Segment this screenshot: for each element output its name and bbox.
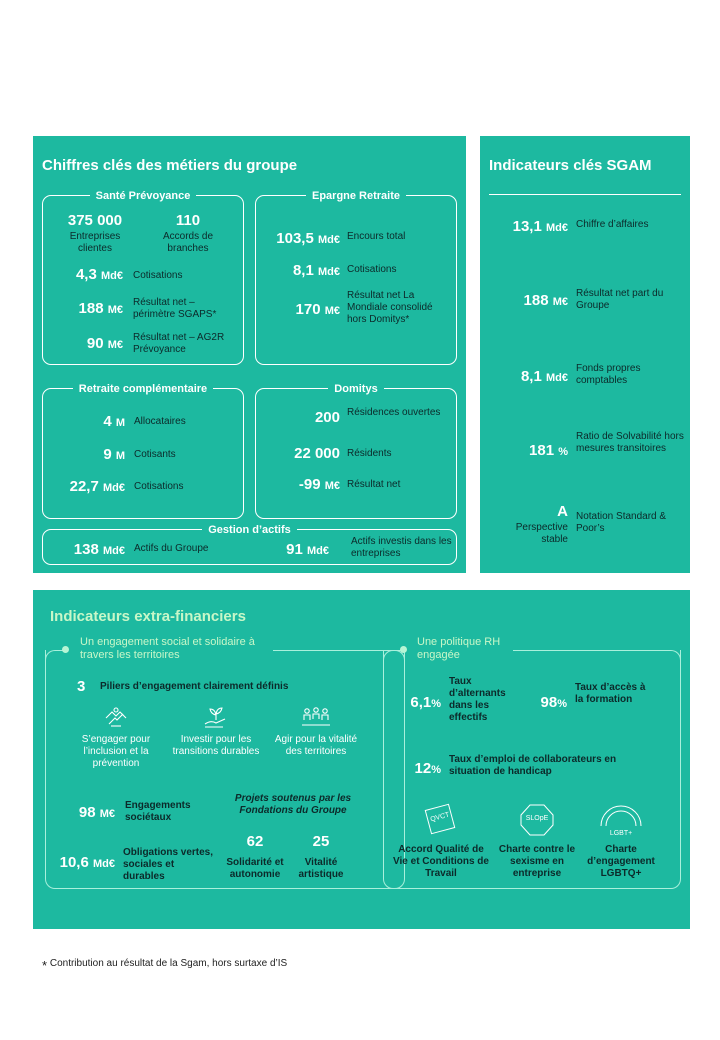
fonds-propres-value: 8,1 Md€ — [520, 368, 568, 385]
entreprises-label: Entreprises clientes — [69, 231, 121, 254]
social-box-top-left — [45, 650, 66, 671]
formation-label: Taux d’accès à la formation — [575, 682, 646, 705]
projets-title: Projets soutenus par les Fondations du Groupe — [234, 793, 352, 816]
solvabilite-value: 181 % — [529, 442, 568, 459]
lgbt-label: Charte d’engagement LGBTQ+ — [587, 844, 655, 879]
solvabilite-label: Ratio de Solvabilité hors mesures transitoires — [576, 431, 684, 454]
rating-value: A — [557, 503, 568, 520]
retraite-label: Retraite complémentaire — [73, 383, 213, 395]
retraite-cotisations-value: 22,7 Md€ — [69, 478, 125, 495]
retraite-box — [42, 383, 244, 519]
ag2r-resultat-label: Résultat net – AG2R Prévoyance — [133, 332, 225, 355]
rating-label: Notation Standard & Poor’s — [576, 511, 667, 534]
residences-label: Résidences ouvertes — [347, 407, 441, 418]
metiers-panel — [33, 136, 466, 573]
lgbt-badge-text: LGBT+ — [609, 830, 633, 837]
rn-groupe-value: 188 M€ — [523, 292, 568, 309]
actifs-investis-value: 91 Md€ — [286, 541, 329, 558]
epargne-label: Epargne Retraite — [306, 190, 406, 202]
obligations-value: 10,6 Md€ — [59, 854, 115, 871]
actifs-investis-label: Actifs investis dans les entreprises — [351, 536, 452, 559]
solidarite-value: 62 — [246, 833, 264, 850]
allocataires-value: 4 M — [103, 413, 125, 430]
residences-value: 200 — [314, 409, 340, 426]
slope-badge-text: SLOpE — [525, 815, 549, 822]
qvct-badge-text: QVCT — [429, 811, 451, 824]
sante-label: Santé Prévoyance — [90, 190, 197, 202]
rn-groupe-label: Résultat net part du Groupe — [576, 288, 664, 311]
engagements-value: 98 M€ — [78, 804, 115, 821]
rating-sub: Perspective stable — [515, 522, 568, 545]
extra-panel — [33, 590, 690, 929]
social-dot — [62, 646, 69, 653]
sante-cotisations-value: 4,3 Md€ — [75, 266, 123, 283]
ag2r-resultat-value: 90 M€ — [86, 335, 123, 352]
pillar-3-label: Agir pour la vitalité des territoires — [274, 734, 358, 757]
actifs-groupe-label: Actifs du Groupe — [134, 543, 209, 554]
domitys-label: Domitys — [328, 383, 383, 395]
domitys-box — [255, 383, 457, 519]
piliers-label: Piliers d’engagement clairement définis — [100, 681, 289, 692]
ca-value: 13,1 Md€ — [512, 218, 568, 235]
cotisants-value: 9 M — [103, 446, 125, 463]
entreprises-value: 375 000 — [67, 212, 123, 229]
domitys-resultat-value: -99 M€ — [298, 476, 340, 493]
sgam-title: Indicateurs clés SGAM — [489, 157, 652, 174]
epargne-cotisations-label: Cotisations — [347, 264, 397, 275]
pillar-2-label: Investir pour les transitions durables — [172, 734, 260, 757]
formation-value: 98% — [540, 694, 567, 711]
handicap-value: 12% — [414, 760, 441, 777]
vitalite-value: 25 — [312, 833, 330, 850]
rh-box-top-right — [513, 650, 681, 671]
sante-resultat-label: Résultat net – périmètre SGAPS* — [133, 297, 217, 320]
rh-dot — [400, 646, 407, 653]
actifs-groupe-value: 138 Md€ — [73, 541, 125, 558]
epargne-box — [255, 190, 457, 365]
rh-label: Une politique RH engagée — [417, 636, 501, 661]
epargne-cotisations-value: 8,1 Md€ — [292, 262, 340, 279]
lamondiale-resultat-value: 170 M€ — [295, 301, 340, 318]
allocataires-label: Allocataires — [134, 416, 186, 427]
obligations-label: Obligations vertes, sociales et durables — [123, 847, 214, 882]
sante-resultat-value: 188 M€ — [78, 300, 123, 317]
gestion-label: Gestion d’actifs — [202, 524, 297, 536]
alternants-label: Taux d’alternants dans les effectifs — [449, 676, 506, 723]
footnote-text: Contribution au résultat de la Sgam, hors surtaxe d’IS — [49, 958, 288, 969]
piliers-value: 3 — [77, 678, 86, 695]
extra-title: Indicateurs extra-financiers — [50, 608, 246, 625]
lamondiale-resultat-label: Résultat net La Mondiale consolidé hors Domitys* — [347, 290, 433, 325]
encours-label: Encours total — [347, 231, 406, 242]
social-label: Un engagement social et solidaire à travers les territoires — [80, 636, 255, 661]
qvct-label: Accord Qualité de Vie et Conditions de Travail — [393, 844, 489, 879]
engagements-label: Engagements sociétaux — [125, 800, 191, 823]
inclusion-hands-icon — [103, 706, 129, 730]
pillar-1-label: S’engager pour l’inclusion et la prévention — [81, 734, 151, 769]
solidarite-label: Solidarité et autonomie — [226, 857, 284, 880]
lgbt-badge-icon — [599, 802, 643, 828]
residents-label: Résidents — [347, 448, 392, 459]
footnote-mark: * — [42, 958, 48, 973]
sgam-separator — [489, 194, 681, 195]
residents-value: 22 000 — [294, 445, 340, 462]
domitys-resultat-label: Résultat net — [347, 479, 401, 490]
accords-label: Accords de branches — [162, 231, 214, 254]
fonds-propres-label: Fonds propres comptables — [576, 363, 641, 386]
plant-hand-icon — [203, 706, 229, 730]
sante-box — [42, 190, 244, 365]
ca-label: Chiffre d’affaires — [576, 219, 649, 230]
retraite-cotisations-label: Cotisations — [134, 481, 184, 492]
gestion-box — [42, 524, 457, 565]
sante-cotisations-label: Cotisations — [133, 270, 183, 281]
footnote — [42, 958, 287, 973]
handicap-label: Taux d’emploi de collaborateurs en situation de handicap — [449, 754, 617, 777]
accords-value: 110 — [175, 212, 201, 229]
slope-label: Charte contre le sexisme en entreprise — [498, 844, 576, 879]
rh-box-top-left — [383, 650, 404, 671]
alternants-value: 6,1% — [410, 694, 441, 711]
sgam-panel — [480, 136, 690, 573]
encours-value: 103,5 Md€ — [276, 230, 340, 247]
metiers-title: Chiffres clés des métiers du groupe — [42, 157, 298, 174]
vitalite-label: Vitalité artistique — [298, 857, 344, 880]
cotisants-label: Cotisants — [134, 449, 176, 460]
community-people-icon — [301, 706, 331, 730]
